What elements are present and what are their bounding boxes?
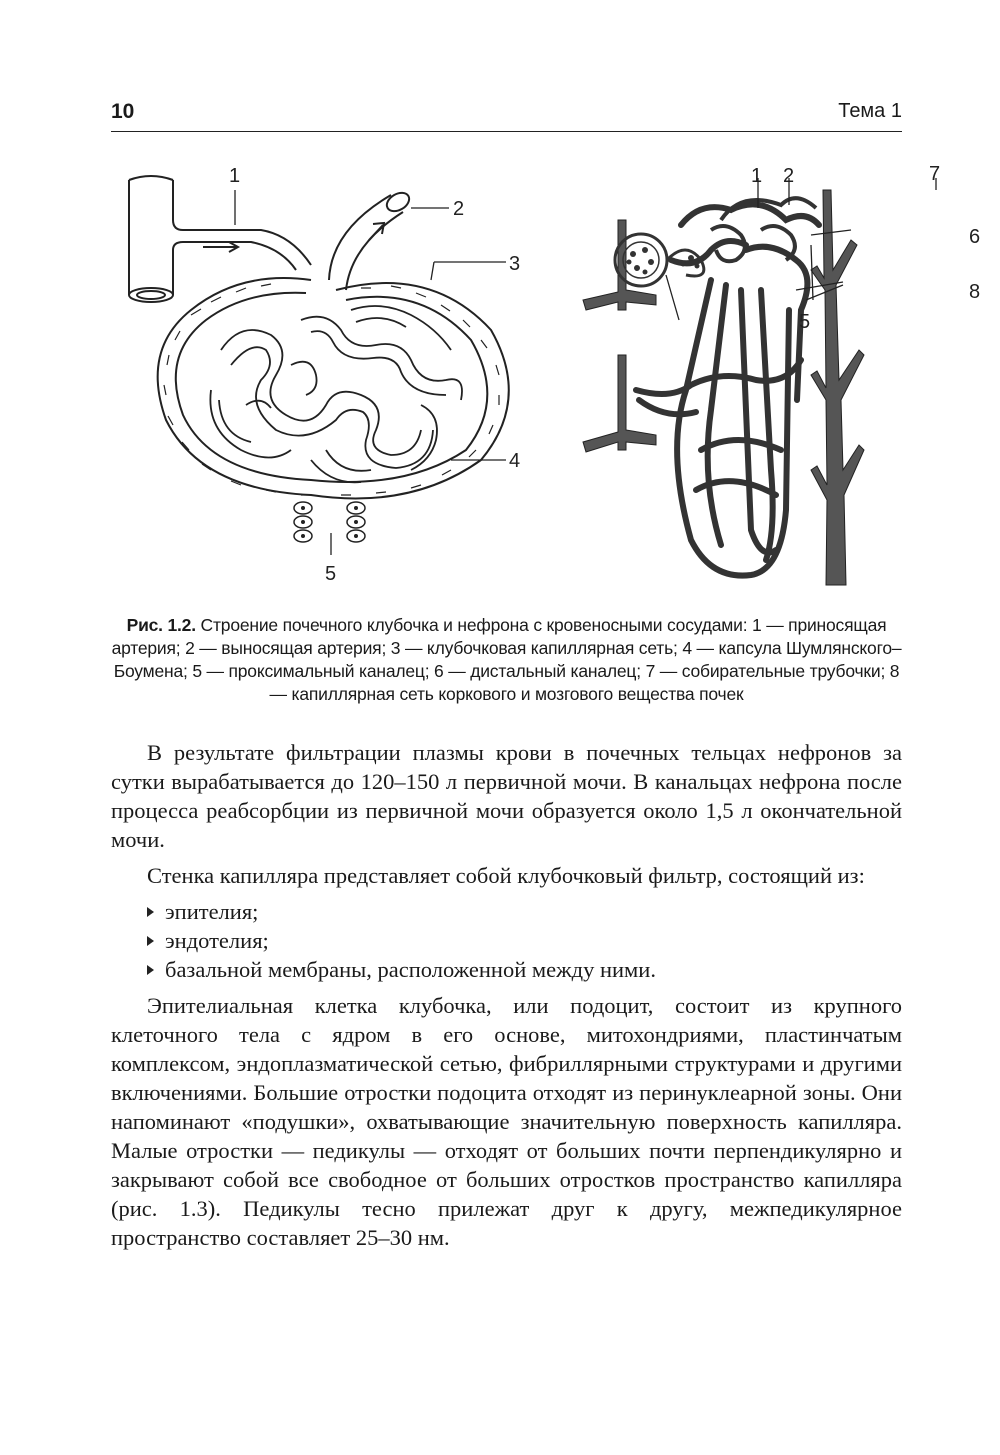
right-label-7: 7 xyxy=(929,163,941,185)
right-label-8: 8 xyxy=(969,281,981,303)
left-label-1: 1 xyxy=(229,165,241,187)
list-item: эндотелия; xyxy=(111,926,902,955)
left-label-5: 5 xyxy=(325,563,337,585)
list-item: эпителия; xyxy=(111,897,902,926)
left-label-3: 3 xyxy=(509,253,521,275)
component-list xyxy=(111,897,902,984)
glomerulus-illustration xyxy=(111,150,531,610)
running-head: Тема 1 xyxy=(838,100,902,122)
left-label-2: 2 xyxy=(453,198,465,220)
caption-text: Строение почечного клубочка и нефрона с кровеносными сосудами: 1 — приносящая артерия; 2 — выносящая артерия; 3 — клубочковая капиллярная сеть; 4 — капсула Шумлянского–Боумена; 5 — проксимальный каналец; 6 — дистальный каналец; 7 — собирательные трубочки; 8 — капиллярная сеть коркового и мозгового вещества почек xyxy=(111,615,902,704)
right-label-2: 2 xyxy=(783,165,795,187)
left-label-4: 4 xyxy=(509,450,521,472)
paragraph-2: Стенка капилляра представляет собой клубочковый фильтр, состоящий из: xyxy=(147,863,865,888)
bullet-icon xyxy=(147,965,154,975)
caption-label: Рис. 1.2. xyxy=(126,615,196,635)
bullet-icon xyxy=(147,907,154,917)
nephron-illustration xyxy=(561,150,981,610)
bullet-icon xyxy=(147,936,154,946)
figure-1-2 xyxy=(111,150,981,610)
list-item: базальной мембраны, расположенной между ними. xyxy=(111,955,902,984)
figure-caption xyxy=(111,614,902,706)
page-number: 10 xyxy=(111,100,135,123)
right-label-1: 1 xyxy=(751,165,763,187)
right-label-6: 6 xyxy=(969,226,981,248)
paragraph-3: Эпителиальная клетка клубочка, или подоцит, состоит из крупного клеточного тела с ядром в его основе, митохондриями, пластинчатым комплексом, эндоплазматической сетью, фибриллярными структурами и другими включениями. Большие отростки подоцита отходят из перинуклеарной зоны. Они напоминают «подушки», охватывающие значительную поверхность капилляра. Малые отростки — педикулы — отходят от больших почти перпендикулярно и закрывают собой все свободное от больших отростков пространство капилляра (рис. 1.3). Педикулы тесно прилежат друг к другу, межпедикулярное пространство составляет 25–30 нм. xyxy=(111,993,902,1250)
right-label-5: 5 xyxy=(799,311,811,333)
body-text xyxy=(111,738,902,1259)
paragraph-1: В результате фильтрации плазмы крови в почечных тельцах нефронов за сутки вырабатывается до 120–150 л первичной мочи. В канальцах нефрона после процесса реабсорбции из первичной мочи образуется около 1,5 л окончательной мочи. xyxy=(111,740,902,852)
header-rule xyxy=(111,131,902,132)
